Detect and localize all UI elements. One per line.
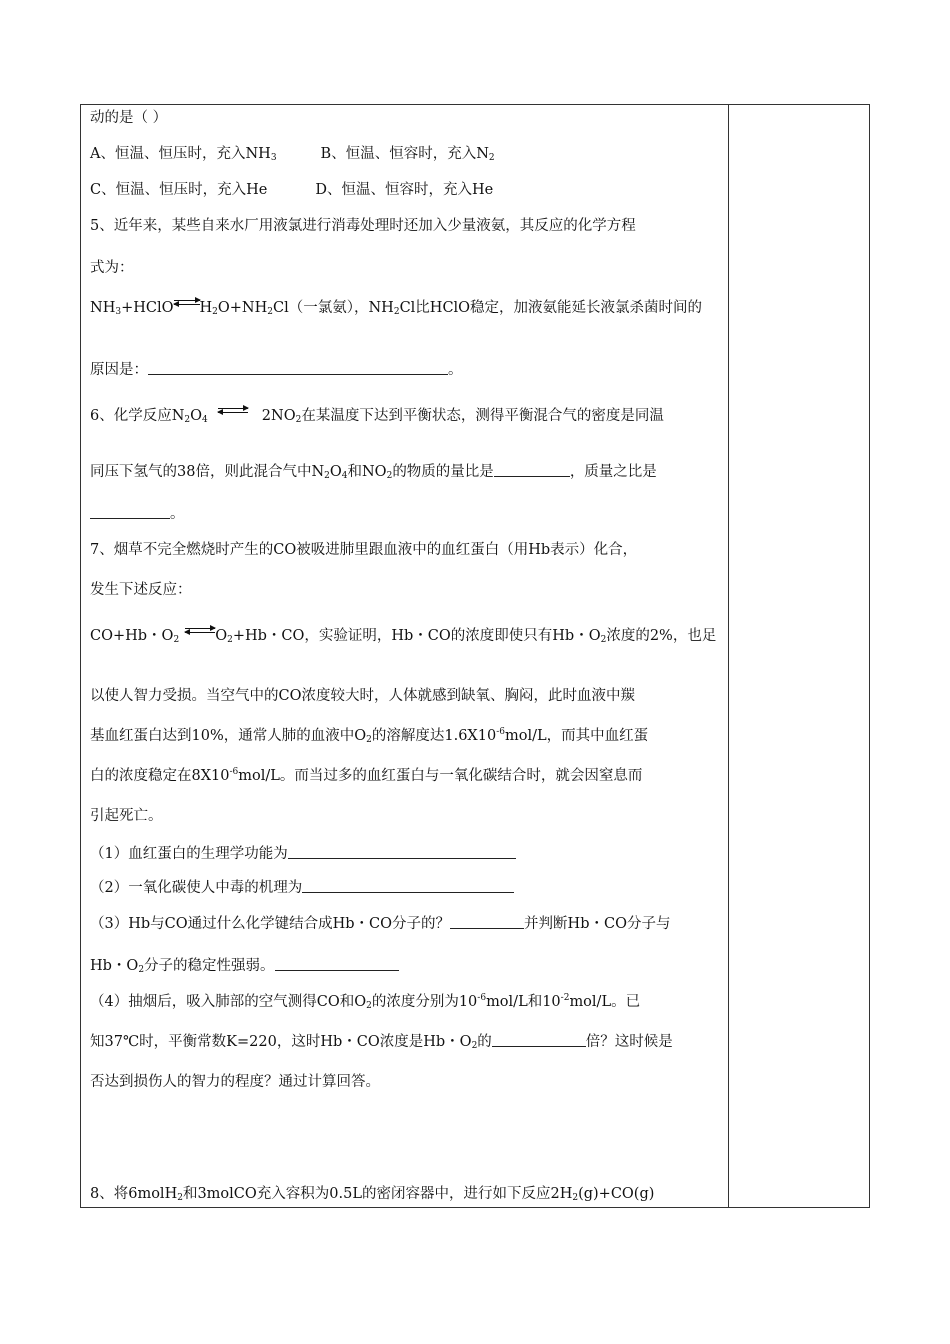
equilibrium-arrow-icon bbox=[218, 406, 248, 418]
q7-line-2: 发生下述反应： bbox=[90, 582, 192, 598]
answer-blank[interactable] bbox=[450, 914, 524, 929]
q5-line-1: 5、近年来，某些自来水厂用液氯进行消毒处理时还加入少量液氨，其反应的化学方程 bbox=[90, 218, 636, 234]
q8-line-1: 8、将6molH$_2$和3molCO充入容积为0.5L的密闭容器中，进行如下反应$2H_2(g)+CO(g)$ bbox=[90, 1186, 655, 1203]
q4-options-cd bbox=[90, 180, 493, 200]
option-a: A、恒温、恒压时，充入$NH_3$ bbox=[90, 146, 277, 163]
q7-sub-4a: （4）抽烟后，吸入肺部的空气测得CO和$O_2$的浓度分别为$10^{-6}mol/L$和$10^{-2}mol/L$。已 bbox=[90, 993, 641, 1011]
option-c: C、恒温、恒压时，充入He bbox=[90, 182, 268, 198]
answer-blank[interactable] bbox=[302, 878, 514, 893]
q6-line-2: 同压下氢气的38倍，则此混合气中$N_2O_4$和$NO_2$的物质的量比是 ，质量之比是 bbox=[90, 464, 657, 481]
q7-line-4: 以使人智力受损。当空气中的CO浓度较大时，人体就感到缺氧、胸闷，此时血液中羰 bbox=[90, 688, 635, 704]
q7-line-1: 7、烟草不完全燃烧时产生的CO被吸进肺里跟血液中的血红蛋白（用Hb表示）化合， bbox=[90, 542, 638, 558]
q5-reason-line: 原因是： 。 bbox=[90, 362, 463, 378]
option-d: D、恒温、恒容时，充入He bbox=[315, 182, 494, 198]
q7-line-7: 引起死亡。 bbox=[90, 808, 163, 824]
q7-line-5: 基血红蛋白达到10%，通常人肺的血液中$O_2$的溶解度达$1.6X10^{-6}mol/L$，而其中血红蛋 bbox=[90, 727, 649, 745]
q4-options-ab bbox=[90, 144, 495, 164]
q7-sub-3a: （3）Hb与CO通过什么化学键结合成Hb・CO分子的？ 并判断Hb・CO分子与 bbox=[90, 916, 671, 932]
q6-line-1: 6、化学反应$N_2O_4$ $2NO_2$在某温度下达到平衡状态，测得平衡混合气的密度是同温 bbox=[90, 406, 664, 426]
q5-line-2: 式为： bbox=[90, 260, 134, 276]
q6-line-3: 。 bbox=[90, 504, 185, 524]
q7-sub-4c: 否达到损伤人的智力的程度？通过计算回答。 bbox=[90, 1074, 380, 1090]
equilibrium-arrow-icon bbox=[174, 298, 200, 310]
q7-sub-1: （1）血红蛋白的生理学功能为 bbox=[90, 844, 516, 864]
q7-sub-2: （2）一氧化碳使人中毒的机理为 bbox=[90, 878, 514, 898]
answer-blank[interactable] bbox=[288, 844, 516, 859]
answer-blank[interactable] bbox=[492, 1032, 586, 1047]
q7-sub-4b: 知37℃时，平衡常数K=220，这时Hb・CO浓度是Hb・$O_2$的 倍？这时候是 bbox=[90, 1034, 673, 1051]
q5-equation-line: $NH_3+HClO$ $H_2O+NH_2Cl$（一氯氨），$NH_2Cl$比HClO稳定，加液氨能延长液氯杀菌时间的 bbox=[90, 298, 702, 318]
option-b: B、恒温、恒容时，充入$N_2$ bbox=[320, 146, 495, 163]
q7-sub-3b: Hb・$O_2$分子的稳定性强弱。 bbox=[90, 956, 399, 976]
answer-blank[interactable] bbox=[275, 956, 399, 971]
equilibrium-arrow-icon bbox=[185, 626, 215, 638]
answer-blank[interactable] bbox=[148, 360, 448, 375]
answer-blank[interactable] bbox=[494, 462, 570, 477]
q7-line-6: 白的浓度稳定在$8X10^{-6}mol/L$。而当过多的血红蛋白与一氧化碳结合时，就会因窒息而 bbox=[90, 767, 643, 784]
answer-blank[interactable] bbox=[90, 504, 170, 519]
q4-stem-end: 动的是（ ） bbox=[90, 110, 168, 126]
column-divider bbox=[728, 104, 729, 1208]
q7-equation-line: CO+Hb・$O_2$ $O_2+Hb$・CO，实验证明，Hb・CO的浓度即使只有Hb・$O_2$浓度的2%，也足 bbox=[90, 626, 716, 646]
